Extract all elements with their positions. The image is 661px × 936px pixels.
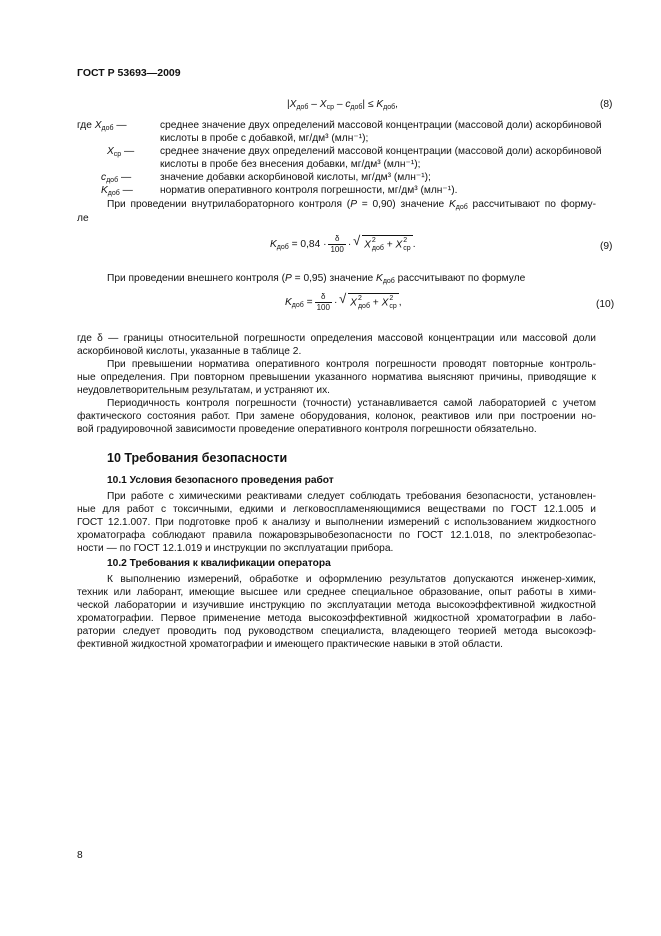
section-10-2-line-2: техник или лаборант, имеющие высшее или среднее специальное образование, опыт работы в хими- [77, 587, 596, 598]
period-line-1: Периодичность контроля погрешности (точности) устанавливается самой лабораторией с учетом [107, 398, 596, 409]
def-x-sr-text-1: среднее значение двух определений массовой концентрации (массовой доли) аскорбиновой [160, 146, 602, 157]
period-line-2: фактического состояния работ. При замене оборудования, колонок, реактивов или при построении но- [77, 411, 596, 422]
section-10-1-line-4: хроматографа соблюдают правила пожаровзрывобезопасности по ГОСТ 12.1.018, по электробезопас- [77, 530, 596, 541]
def-x-dob-symbol: где $X_{доб}$ — [77, 120, 127, 132]
def-x-sr-symbol: $X_{ср}$ — [107, 146, 135, 158]
section-10-2-line-3: ческой лаборатории и изучившие инструкцию по эксплуатации метода высокоэффективной жидкостной [77, 600, 596, 611]
section-10-2-line-4: хроматографии. Первое применение метода высокоэффективной жидкостной хроматографии в лабо- [77, 613, 596, 624]
formula-9-number: (9) [600, 241, 613, 252]
formula-10: $K_{доб}$ = $\frac{\delta}{100}$ · √ X 2 доб + X 2 ср , [285, 292, 402, 313]
formula-10-number: (10) [596, 299, 615, 310]
delta-definition-line-2: аскорбиновой кислоты, указанные в таблице 2. [77, 346, 302, 357]
delta-definition-line-1: где δ — границы относительной погрешности определения массовой концентрации или массовой доли [77, 333, 596, 344]
excess-line-2: ные определения. При повторном превышении указанного норматива выясняют причины, приводящие к [77, 372, 596, 383]
internal-control-text-end: ле [77, 213, 89, 224]
def-x-dob-text-2: кислоты в пробе с добавкой, мг/дм³ (млн⁻¹); [160, 133, 369, 144]
section-10-1-line-2: ные для работ с токсичными, едкими и легковоспламеняющимися веществами по ГОСТ 12.1.005 и [77, 504, 596, 515]
internal-control-text: При проведении внутрилабораторного контроля (P = 0,90) значение $K_{доб}$ рассчитывают по форму- [107, 199, 597, 211]
def-k-dob-text: норматив оперативного контроля погрешности, мг/дм³ (млн⁻¹). [160, 185, 458, 196]
section-10-title: 10 Требования безопасности [107, 451, 288, 465]
period-line-3: вой градуировочной зависимости проведение оперативного контроля погрешности обязательно. [77, 424, 537, 435]
section-10-1-line-1: При работе с химическими реактивами следует соблюдать требования безопасности, установлен- [107, 491, 596, 502]
def-k-dob-symbol: $K_{доб}$ — [101, 185, 133, 197]
section-10-1-line-3: ГОСТ 12.1.007. При подготовке проб к анализу и выполнении измерений с использованием жидкостного [77, 517, 596, 528]
def-x-sr-text-2: кислоты в пробе без внесения добавки, мг/дм³ (млн⁻¹); [160, 159, 421, 170]
section-10-2-line-5: ратории следует проводить под руководством специалиста, владеющего теорией метода высокоэф- [77, 626, 596, 637]
def-c-dob-symbol: $c_{доб}$ — [101, 172, 132, 184]
page-number: 8 [77, 850, 83, 861]
section-10-2-line-6: фективной жидкостной хроматографии и имеющего практические навыки в этой области. [77, 639, 504, 650]
section-10-1-title: 10.1 Условия безопасного проведения работ [107, 475, 334, 486]
external-control-text: При проведении внешнего контроля (P = 0,95) значение $K_{доб}$ рассчитывают по формуле [107, 273, 526, 285]
section-10-2-title: 10.2 Требования к квалификации оператора [107, 558, 331, 569]
def-x-dob-text-1: среднее значение двух определений массовой концентрации (массовой доли) аскорбиновой [160, 120, 602, 131]
def-c-dob-text: значение добавки аскорбиновой кислоты, мг/дм³ (млн⁻¹); [160, 172, 431, 183]
formula-8: $|X_{доб} - X_{ср} - c_{доб}| \le K_{доб}$, [287, 99, 398, 111]
excess-line-1: При превышении норматива оперативного контроля погрешности проводят повторные контроль- [107, 359, 596, 370]
formula-8-number: (8) [600, 99, 613, 110]
formula-9: $K_{доб} = 0,84$ · $\frac{\delta}{100}$ · √ X 2 доб + X 2 ср . [270, 234, 416, 255]
section-10-1-line-5: ности — по ГОСТ 12.1.019 и инструкции по эксплуатации прибора. [77, 543, 394, 554]
document-id: ГОСТ Р 53693—2009 [77, 67, 181, 79]
excess-line-3: неудовлетворительным результатам, и устраняют их. [77, 385, 331, 396]
section-10-2-line-1: К выполнению измерений, обработке и оформлению результатов допускаются инженер-химик, [107, 574, 596, 585]
